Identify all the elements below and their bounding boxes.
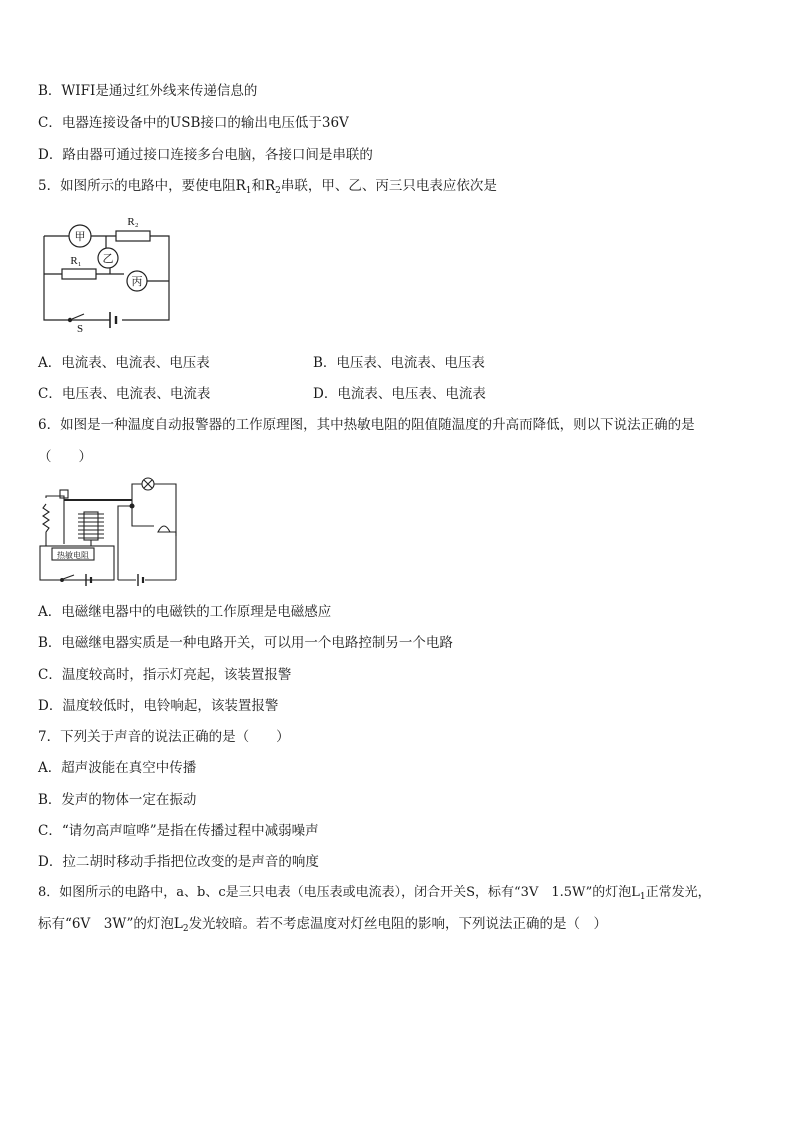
q7-option-a: A．超声波能在真空中传播 (38, 760, 197, 776)
q5-option-d: D．电流表、电压表、电流表 (313, 386, 486, 402)
q5-option-c: C．电压表、电流表、电流表 (38, 386, 211, 402)
q4-option-d: D．路由器可通过接口连接多台电脑，各接口间是串联的 (38, 147, 373, 163)
q5-option-b: B．电压表、电流表、电压表 (313, 355, 485, 371)
q6-stem: 6．如图是一种温度自动报警器的工作原理图，其中热敏电阻的阻值随温度的升高而降低，则以下说法正确的是 (38, 417, 695, 433)
q6-answer-paren: （ ） (38, 449, 92, 465)
q6-option-b: B．电磁继电器实质是一种电路开关，可以用一个电路控制另一个电路 (38, 635, 453, 651)
q4-option-c: C．电器连接设备中的USB接口的输出电压低于36V (38, 115, 349, 131)
q7-option-b: B．发声的物体一定在振动 (38, 792, 197, 808)
q6-option-c: C．温度较高时，指示灯亮起，该装置报警 (38, 667, 292, 683)
q4-option-b: B．WIFI是通过红外线来传递信息的 (38, 83, 258, 99)
switch-label: S (76, 323, 84, 335)
r1-label: R₁ (70, 255, 82, 267)
q6-alarm-circuit-figure (38, 476, 183, 586)
meter-yi-label: 乙 (102, 253, 114, 265)
q8-stem-line1: 8．如图所示的电路中，a、b、c是三只电表（电压表或电流表），闭合开关S，标有“3V 1.5W”的灯泡$L_1$正常发光， (38, 885, 711, 902)
q8-stem-line2: 标有“6V 3W”的灯泡$L_2$发光较暗。若不考虑温度对灯丝电阻的影响，下列说法正确的是（ ） (38, 916, 608, 934)
q5-circuit-figure (38, 208, 178, 336)
q6-option-a: A．电磁继电器中的电磁铁的工作原理是电磁感应 (38, 604, 332, 620)
r2-label: R₂ (127, 216, 139, 228)
q7-option-d: D．拉二胡时移动手指把位改变的是声音的响度 (38, 854, 319, 870)
thermistor-label: 热敏电阻 (57, 551, 89, 560)
q5-stem: 5．如图所示的电路中，要使电阻$R_1$和$R_2$串联，甲、乙、丙三只电表应依次是 (38, 178, 497, 196)
q6-option-d: D．温度较低时，电铃响起，该装置报警 (38, 698, 279, 714)
meter-bing-label: 丙 (131, 276, 143, 288)
q5-option-a: A．电流表、电流表、电压表 (38, 355, 210, 371)
meter-jia-label: 甲 (74, 231, 86, 243)
q7-option-c: C．“请勿高声喧哗”是指在传播过程中减弱噪声 (38, 823, 319, 839)
q7-stem: 7．下列关于声音的说法正确的是（ ） (38, 729, 290, 745)
